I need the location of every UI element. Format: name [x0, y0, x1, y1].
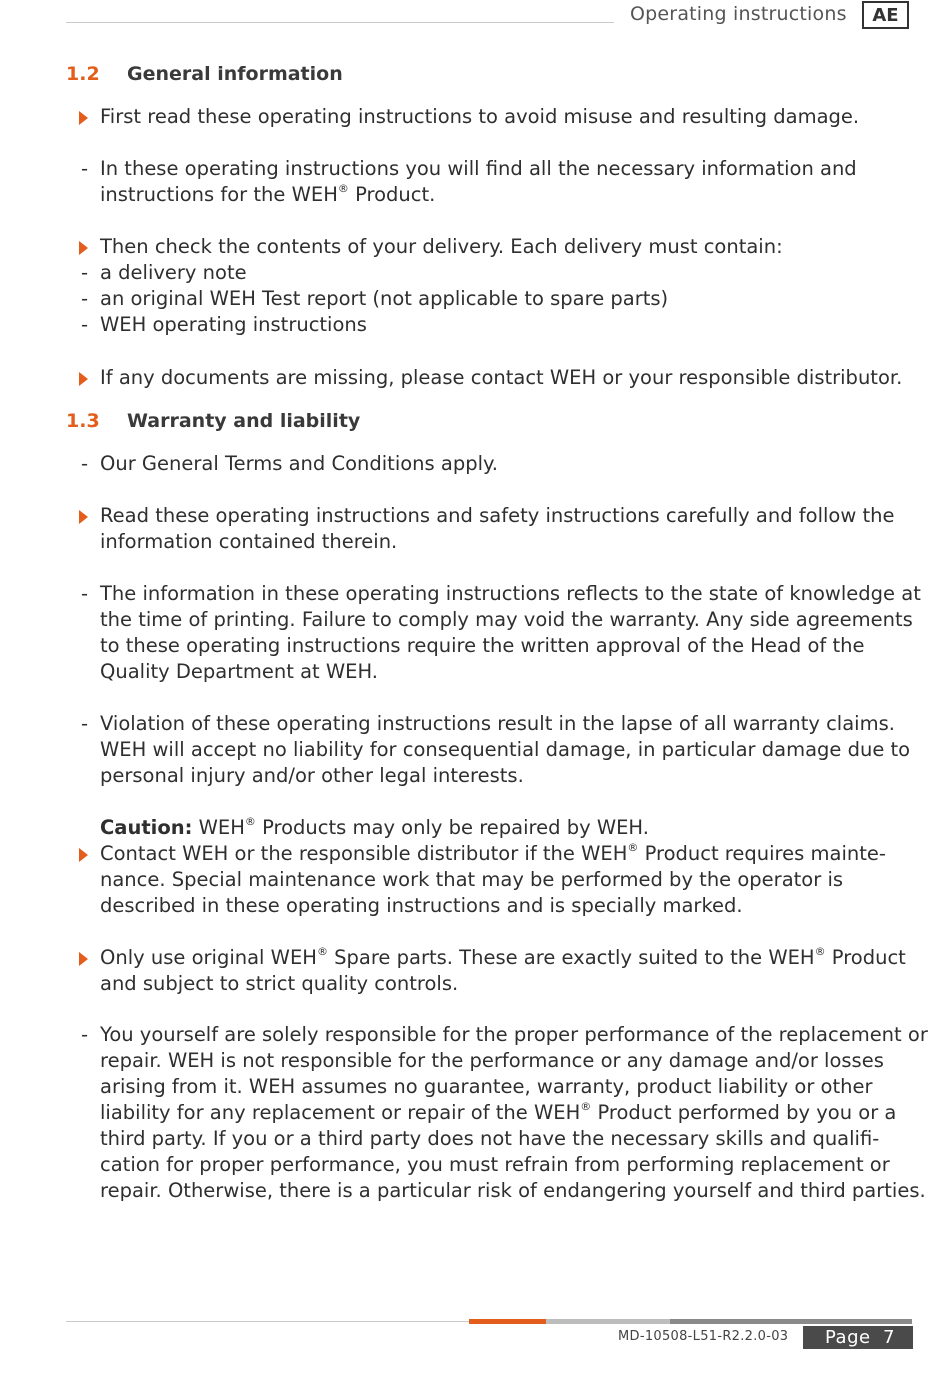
- paragraph-text: personal injury and/or other legal interests.: [100, 764, 524, 787]
- paragraph-text: Our General Terms and Conditions apply.: [100, 452, 498, 475]
- section-title: Warranty and liability: [127, 410, 361, 432]
- paragraph-text: Spare parts. These are exactly suited to the WEH: [327, 946, 815, 969]
- paragraph-text: arising from it. WEH assumes no guarantee, warranty, product liability or other: [100, 1075, 873, 1098]
- paragraph-text: Product requires mainte-: [638, 842, 886, 865]
- list-item: [81, 312, 915, 338]
- paragraph-text: Product.: [348, 183, 436, 206]
- paragraph-text: First read these operating instructions to avoid misuse and resulting damage.: [100, 105, 860, 128]
- registered-mark: ®: [316, 944, 328, 958]
- paragraph-text: the time of printing. Failure to comply may void the warranty. Any side agreements: [100, 608, 913, 631]
- paragraph-text: Contact WEH or the responsible distributor if the WEH: [100, 842, 628, 865]
- section-heading-general-information: [66, 61, 343, 87]
- arrow-bullet-icon: [79, 241, 88, 255]
- paragraph-text: information contained therein.: [100, 530, 398, 553]
- dash-bullet: -: [81, 712, 89, 735]
- paragraph-sole-responsibility: [81, 1022, 928, 1204]
- list-item-text: WEH operating instructions: [100, 313, 367, 336]
- dash-bullet: -: [81, 582, 89, 605]
- arrow-bullet-icon: [79, 372, 88, 386]
- paragraph-read-instructions: [100, 503, 915, 555]
- dash-bullet: -: [81, 313, 89, 336]
- list-item: [81, 260, 915, 286]
- paragraph-text: The information in these operating instructions reflects to the state of knowledge at: [100, 582, 921, 605]
- paragraph-text: liability for any replacement or repair of the WEH: [100, 1101, 581, 1124]
- paragraph-text: to these operating instructions require the written approval of the Head of the: [100, 634, 865, 657]
- registered-mark: ®: [337, 181, 349, 195]
- list-item: [81, 286, 915, 312]
- paragraph-text: Only use original WEH: [100, 946, 317, 969]
- arrow-bullet-icon: [79, 510, 88, 524]
- paragraph-general-terms: [81, 451, 915, 477]
- paragraph-text: Read these operating instructions and safety instructions carefully and follow the: [100, 504, 895, 527]
- list-item-text: an original WEH Test report (not applicable to spare parts): [100, 287, 669, 310]
- footer-grey-bar: [546, 1319, 670, 1324]
- paragraph-text: Products may only be repaired by WEH.: [255, 816, 649, 839]
- paragraph-text: In these operating instructions you will find all the necessary information and: [100, 157, 857, 180]
- paragraph-text: repair. WEH is not responsible for the performance or any damage and/or losses: [100, 1049, 884, 1072]
- caution-notice: [100, 815, 915, 919]
- page-number: 7: [883, 1327, 895, 1348]
- paragraph-text: Product performed by you or a: [591, 1101, 897, 1124]
- dash-bullet: -: [81, 287, 89, 310]
- registered-mark: ®: [580, 1099, 592, 1113]
- paragraph-necessary-information: [81, 156, 915, 208]
- section-title: General information: [127, 63, 343, 85]
- dash-bullet: -: [81, 452, 89, 475]
- paragraph-text: Then check the contents of your delivery. Each delivery must contain:: [100, 235, 783, 258]
- paragraph-text: third party. If you or a third party does not have the necessary skills and qualifi-: [100, 1127, 880, 1150]
- paragraph-text: WEH: [192, 816, 245, 839]
- header-title: Operating instructions: [630, 3, 847, 25]
- paragraph-text: cation for proper performance, you must refrain from performing replacement or: [100, 1153, 890, 1176]
- page-label: Page: [825, 1327, 871, 1348]
- document-id: MD-10508-L51-R2.2.0-03: [618, 1329, 789, 1344]
- arrow-bullet-icon: [79, 848, 88, 862]
- paragraph-text: instructions for the WEH: [100, 183, 338, 206]
- footer-accent-bar: [469, 1319, 546, 1324]
- paragraph-violation: [81, 711, 915, 789]
- header-rule: [66, 22, 614, 23]
- paragraph-text: and subject to strict quality controls.: [100, 972, 459, 995]
- registered-mark: ®: [244, 814, 256, 828]
- caution-label: Caution:: [100, 816, 193, 839]
- paragraph-missing-documents: [100, 365, 915, 391]
- list-item-text: a delivery note: [100, 261, 247, 284]
- paragraph-text: repair. Otherwise, there is a particular risk of endangering yourself and third parties.: [100, 1179, 926, 1202]
- dash-bullet: -: [81, 261, 89, 284]
- arrow-bullet-icon: [79, 111, 88, 125]
- paragraph-text: Product: [825, 946, 906, 969]
- registered-mark: ®: [814, 944, 826, 958]
- paragraph-text: You yourself are solely responsible for the proper performance of the replacement or: [100, 1023, 928, 1046]
- paragraph-text: WEH will accept no liability for consequential damage, in particular damage due to: [100, 738, 911, 761]
- paragraph-spare-parts: [100, 945, 915, 997]
- paragraph-text: nance. Special maintenance work that may be performed by the operator is: [100, 868, 844, 891]
- paragraph-first-read: [100, 104, 915, 130]
- paragraph-text: described in these operating instructions and is specially marked.: [100, 894, 743, 917]
- section-number: 1.3: [66, 410, 100, 432]
- section-number: 1.2: [66, 63, 100, 85]
- paragraph-text: If any documents are missing, please contact WEH or your responsible distributor.: [100, 366, 903, 389]
- registered-mark: ®: [627, 840, 639, 854]
- page-number-box: [803, 1326, 913, 1349]
- footer-dark-bar: [670, 1319, 912, 1324]
- arrow-bullet-icon: [79, 952, 88, 966]
- paragraph-text: Quality Department at WEH.: [100, 660, 378, 683]
- section-heading-warranty-and-liability: [66, 408, 360, 434]
- paragraph-state-of-knowledge: [81, 581, 921, 685]
- delivery-contents-list: [81, 234, 915, 338]
- dash-bullet: -: [81, 157, 89, 180]
- dash-bullet: -: [81, 1023, 89, 1046]
- paragraph-text: Violation of these operating instructions result in the lapse of all warranty claims.: [100, 712, 895, 735]
- language-badge: AE: [862, 1, 909, 29]
